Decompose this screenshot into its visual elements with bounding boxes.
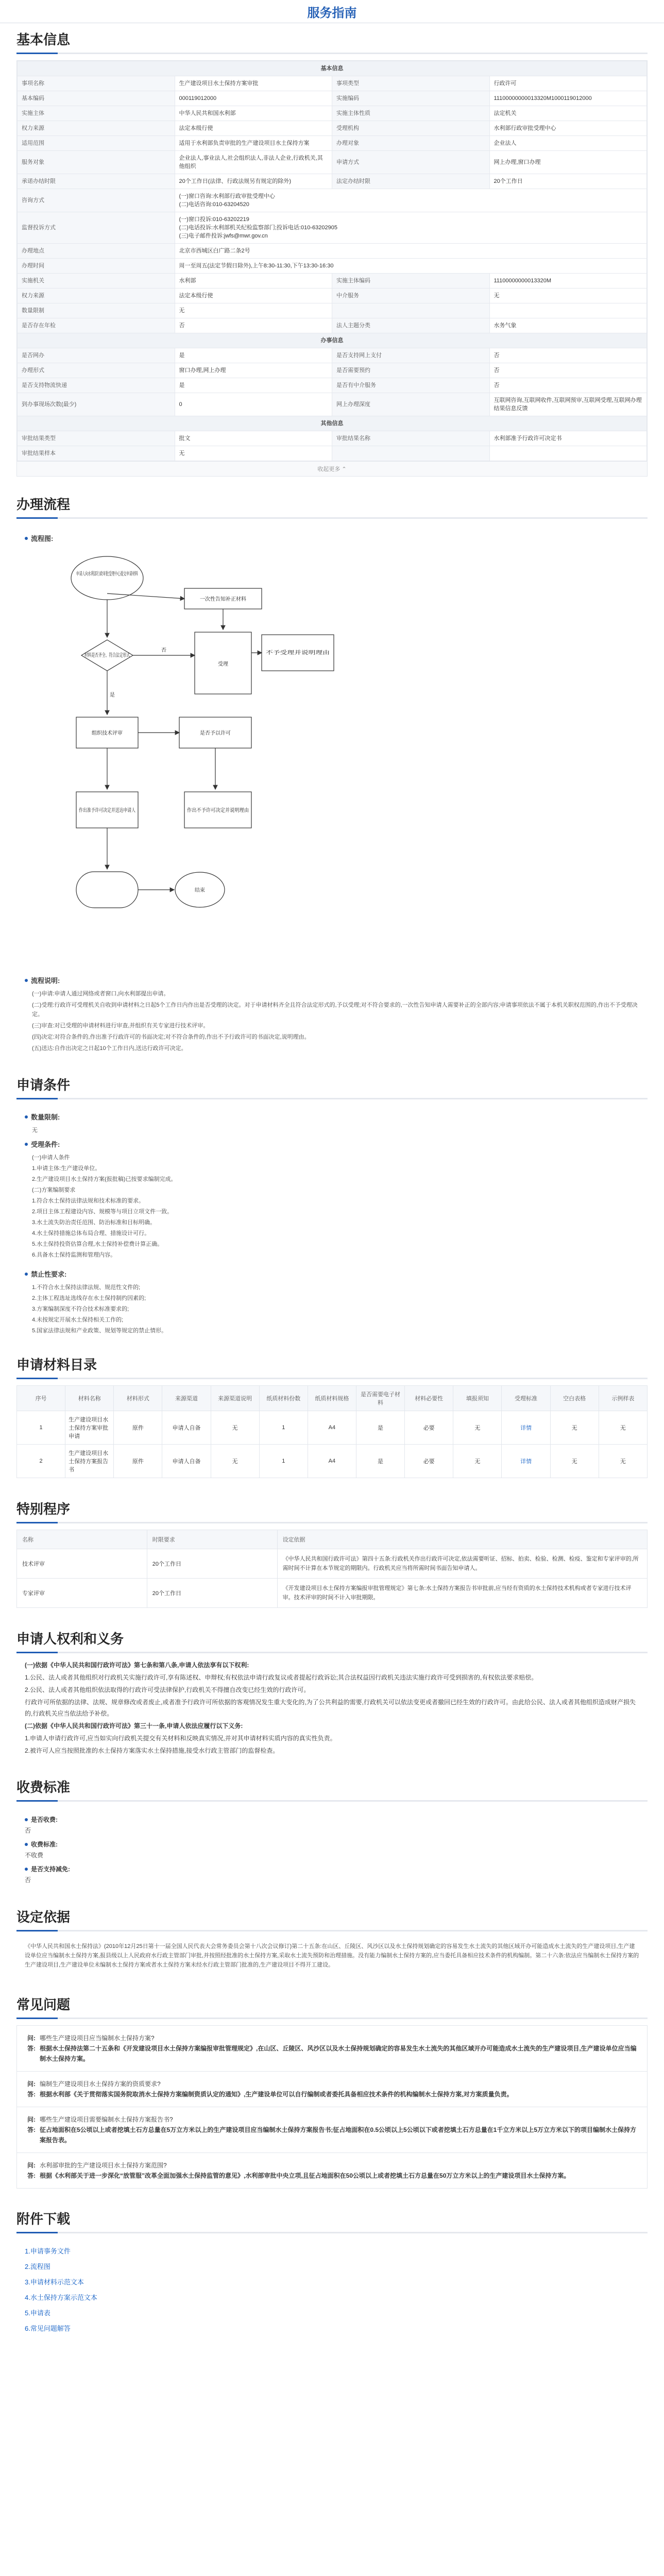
faq-list [16,2025,648,2189]
count-limit: 数量限制: [25,1112,639,1122]
info-key: 受理机构 [332,121,490,136]
info-key: 审批结果类型 [18,431,175,446]
info-key: 数量限制 [18,303,175,318]
info-row [18,303,647,318]
section-divider [16,517,648,519]
rights-paragraph: (二)依据《中华人民共和国行政许可法》第三十一条,申请人依法应履行以下义务: [25,1722,243,1730]
prohibition-item: 1.不符合水土保持法律法规、规范性文件的; [32,1284,141,1291]
table-cell: 技术评审 [17,1549,147,1579]
materials-table [16,1385,648,1478]
info-key: 申请方式 [332,151,490,174]
table-header: 材料必要性 [405,1386,453,1411]
info-value [489,303,647,318]
faq-answer-text: 根据《水利部关于进一步深化“放管服”改革全面加强水土保持监管的意见》,水利部审批中央立项,且征占地面积在50公顷以上或者挖填土石方总量在50万立方米以上的生产建设项目水土保持方案。 [40,2172,570,2179]
info-row [18,393,647,416]
info-value: 互联网咨询,互联网收件,互联网预审,互联网受理,互联网办理结果信息反馈 [489,393,647,416]
info-key: 网上办理深度 [332,393,490,416]
flow-text-check: 材料是否齐全、符合法定形式 [84,653,151,658]
basic-info-panel [16,60,648,477]
flow-text-end: 结束 [195,888,205,893]
download-item [25,2244,639,2259]
detail-link[interactable]: 详情 [502,1411,550,1445]
info-value: 批文 [175,431,332,446]
prohibition-item: 4.未按规定开展水土保持相关工作的; [32,1317,124,1323]
info-value: 无 [489,289,647,303]
info-row [18,289,647,303]
section-title-materials: 申请材料目录 [16,1357,97,1372]
rights-paragraph: 1.申请人申请行政许可,应当如实向行政机关提交有关材料和反映真实情况,并对其申请材料实质内容的真实性负责。 [25,1735,336,1742]
table-cell: A4 [308,1411,356,1445]
flow-note: (三)审查:对已受理的申请材料进行审查,并组织有关专家进行技术评审。 [32,1023,209,1029]
prohibitions: 禁止性要求: [25,1269,639,1279]
section-title-flow: 办理流程 [16,497,71,512]
faq-question [27,2160,637,2171]
info-key: 审批结果名称 [332,431,490,446]
table-row [17,1411,648,1445]
info-key: 实施机关 [18,274,175,289]
info-key: 适用范围 [18,136,175,151]
section-divider [16,1930,648,1931]
section-title-basis: 设定依据 [16,1909,71,1925]
section-divider [16,1522,648,1523]
info-row [18,174,647,189]
table-cell: 必要 [405,1445,453,1478]
info-value: 是 [175,348,332,363]
download-link[interactable]: 5.申请表 [25,2309,50,2317]
info-value: 窗口办理,网上办理 [175,363,332,378]
info-row [18,106,647,121]
flow-note: (五)送达:自作出决定之日起10个工作日内,送达行政许可决定。 [32,1045,187,1052]
table-header: 序号 [17,1386,65,1411]
info-row [18,378,647,393]
table-header: 空白表格 [550,1386,599,1411]
info-key: 事项类型 [332,76,490,91]
page-title: 服务指南 [307,6,357,20]
table-row [17,1549,648,1579]
conditions-section [16,1106,648,1339]
flow-notes [25,989,639,1053]
table-cell: 无 [599,1411,647,1445]
table-cell: 生产建设项目水土保持方案报告书 [65,1445,114,1478]
info-key: 事项名称 [18,76,175,91]
info-key: 办理地点 [18,244,175,259]
info-key: 法人主题分类 [332,318,490,333]
table-header: 材料形式 [114,1386,162,1411]
faq-answer-text: 根据水利部《关于贯彻落实国务院取消水土保持方案编制资质认定的通知》,生产建设单位可以自行编制或者委托具备相应技术条件的机构编制水土保持方案,对方案质量负责。 [40,2091,513,2098]
info-key: 实施主体性质 [332,106,490,121]
info-value: 水利部准予行政许可决定书 [489,431,647,446]
info-value: (一)窗口投诉:010-63202219 (二)电话投诉:水利部机关纪检监察部门;投诉电话:010-63202905 (三)电子邮件投诉:jwfs@mwr.gov.cn [175,212,647,244]
faq-question [27,2033,637,2043]
table-header: 时限要求 [147,1530,277,1549]
flow-label-yes: 是 [110,692,115,698]
faq-question [27,2114,637,2125]
group-title-service: 办事信息 [18,333,647,348]
section-title-faq: 常见问题 [16,1997,71,2012]
table-header: 来源渠道说明 [211,1386,259,1411]
group-title-basic: 基本信息 [18,61,647,76]
flow-text-deny: 作出不予许可决定并说明理由 [187,808,254,814]
info-key: 办理形式 [18,363,175,378]
info-key: 咨询方式 [18,189,175,212]
table-cell: A4 [308,1445,356,1478]
flow-text-reject: 不予受理并说明理由 [266,650,312,656]
info-value: 生产建设项目水土保持方案审批 [175,76,332,91]
flow-note: (二)受理:行政许可受理机关自收到申请材料之日起5个工作日内作出是否受理的决定。对于申请材料齐全且符合法定形式的,予以受理;对不符合要求的,一次性告知申请人需要补正的全部内容;申请事项依法不属于本机关职权范围的,作出不予受理决定。 [32,1002,638,1018]
faq-q-tag: 问: [27,2080,36,2088]
table-cell: 无 [453,1445,502,1478]
table-header: 受理标准 [502,1386,550,1411]
faq-item[interactable] [16,2107,648,2153]
table-cell: 无 [211,1411,259,1445]
info-key [332,446,490,461]
info-key: 是否有中介服务 [332,378,490,393]
table-cell: 原件 [114,1411,162,1445]
download-item [25,2275,639,2290]
table-cell: 1 [259,1445,308,1478]
faq-question-text: 哪些生产建设项目需要编制水土保持方案报告书? [40,2116,173,2123]
info-value: 北京市西城区白广路二条2号 [175,244,647,259]
info-value: 企业法人 [489,136,647,151]
download-link[interactable]: 1.申请事务文件 [25,2247,71,2255]
flow-text-apply: 申请人向水利部行政审批受理中心提交申请材料 [76,571,184,577]
table-cell: 无 [453,1411,502,1445]
info-key: 监督投诉方式 [18,212,175,244]
download-link[interactable]: 2.流程图 [25,2263,50,2270]
info-row [18,431,647,446]
info-value: 法定机关 [489,106,647,121]
flow-node-apply [71,556,184,600]
info-key: 实施主体编码 [332,274,490,289]
rights-paragraph: 1.公民、法人或者其他组织对行政机关实施行政许可,享有陈述权、申辩权;有权依法申请行政复议或者提起行政诉讼;其合法权益因行政机关违法实施行政许可受到损害的,有权依法要求赔偿。 [25,1674,538,1681]
bullet-icon [25,1868,28,1871]
reduce-value: 否 [25,1876,31,1884]
acceptance-item: 1.符合水土保持法律法规和技术标准的要求。 [32,1198,145,1204]
section-title-basic: 基本信息 [16,32,71,47]
info-key: 权力来源 [18,289,175,303]
prohibition-item: 2.主体工程选址选线存在水土保持制约因素的; [32,1295,146,1301]
acceptance-item: 2.生产建设项目水土保持方案(报批稿)已按要求编制完成。 [32,1176,177,1182]
info-row [18,446,647,461]
info-row [18,318,647,333]
table-cell: 1 [17,1411,65,1445]
info-row [18,136,647,151]
flow-text-decision: 是否予以许可 [200,731,231,736]
bullet-icon [25,1143,28,1146]
download-link[interactable]: 6.常见问题解答 [25,2325,71,2332]
section-divider [16,2018,648,2019]
info-row [18,121,647,136]
rights-paragraph: 行政许可所依据的法律、法规、规章修改或者废止,或者准予行政许可所依据的客观情况发生重大变化的,为了公共利益的需要,行政机关可以依法变更或者撤回已经生效的行政许可。由此给公民、法人或者其他组织造成财产损失的,行政机关应当依法给予补偿。 [25,1699,636,1717]
flow-note-label: 流程说明: [25,975,639,985]
info-row [18,212,647,244]
basis-text: 《中华人民共和国水土保持法》(2010年12月25日第十一届全国人民代表大会常务委员会第十八次会议修订)第二十五条:在山区、丘陵区、风沙区以及水土保持规划确定的容易发生水土流失的其他区域开办可能造成水土流失的生产建设项目,生产建设单位应当编制水土保持方案,报县级以上人民政府水行政主管部门审批,并按照经批准的水土保持方案,采取水土流失预防和治理措施。没有能力编制水土保持方案的,应当委托具备相应技术条件的机构编制。第二十六条:依法应当编制水土保持方案的生产建设项目,生产建设单位未编制水土保持方案或者水土保持方案未经水行政主管部门批准的,生产建设项目不得开工建设。 [25,1943,639,1968]
flow-text-approve: 作出准予许可决定并送达申请人 [79,808,151,814]
info-value: 企业法人,事业法人,社会组织法人,非法人企业,行政机关,其他组织 [175,151,332,174]
table-cell: 1 [259,1411,308,1445]
count-limit-value: 无 [32,1127,38,1133]
info-value: 11100000000013320M1000119012000 [489,91,647,106]
info-value: 水利部行政审批受理中心 [489,121,647,136]
table-cell: 无 [550,1411,599,1445]
info-key: 实施主体 [18,106,175,121]
info-value: 水务气象 [489,318,647,333]
info-key: 是否存在年检 [18,318,175,333]
faq-question [27,2079,637,2089]
reduce-label: 是否支持减免: [25,1865,639,1873]
section-divider [16,53,648,54]
info-value: 法定本级行使 [175,121,332,136]
faq-item[interactable] [16,2071,648,2107]
flow-node-end-box [76,872,138,908]
table-cell: 《中华人民共和国行政许可法》第四十五条:行政机关作出行政许可决定,依法需要听证、招标、拍卖、检验、检测、检疫、鉴定和专家评审的,所需时间不计算在本节规定的期限内。行政机关应当将所需时间书面告知申请人。 [277,1549,647,1579]
table-header: 材料名称 [65,1386,114,1411]
bullet-icon [25,1818,28,1821]
flow-label-no: 否 [161,648,166,653]
fee-standard-value: 不收费 [25,1852,44,1859]
special-procedure-table [16,1530,648,1608]
faq-answer [27,2043,637,2064]
faq-answer [27,2125,637,2145]
table-header-row [17,1386,648,1411]
info-row [18,91,647,106]
faq-item[interactable] [16,2153,648,2189]
info-key: 法定办结时限 [332,174,490,189]
info-value: 无 [175,446,332,461]
table-cell: 原件 [114,1445,162,1478]
faq-q-tag: 问: [27,2116,36,2123]
bullet-icon [25,1273,28,1276]
table-header: 来源渠道 [162,1386,211,1411]
table-row [17,1445,648,1478]
prohibition-list [25,1283,639,1335]
download-item [25,2259,639,2275]
rights-paragraph: 2.公民、法人或者其他组织依法取得的行政许可受法律保护,行政机关不得擅自改变已经生效的行政许可。 [25,1686,310,1693]
table-cell: 20个工作日 [147,1549,277,1579]
acceptance-item: 3.水土流失防治责任范围、防治标准和目标明确。 [32,1219,156,1226]
table-cell: 是 [356,1411,404,1445]
info-value: 中华人民共和国水利部 [175,106,332,121]
table-cell: 申请人自备 [162,1445,211,1478]
faq-question-text: 编制生产建设项目水土保持方案的资质要求? [40,2080,161,2088]
faq-answer-text: 征占地面积在5公顷以上或者挖填土石方总量在5万立方米以上的生产建设项目应当编制水土保持方案报告书;征占地面积在0.5公顷以上5公顷以下或者挖填土石方总量在1千立方米以上5万立方米以下的项目编制水土保持方案报告表。 [40,2126,637,2144]
fee-standard-label: 收费标准: [25,1840,639,1849]
table-header: 填报须知 [453,1386,502,1411]
info-key: 审批结果样本 [18,446,175,461]
section-title-rights: 申请人权利和义务 [16,1631,124,1647]
table-cell: 必要 [405,1411,453,1445]
info-value [489,446,647,461]
info-key: 办理对象 [332,136,490,151]
flow-label: 流程图: [25,533,639,543]
table-cell: 申请人自备 [162,1411,211,1445]
table-header: 纸质材料份数 [259,1386,308,1411]
page-header [0,0,664,23]
table-header: 设定依据 [277,1530,647,1549]
faq-a-tag: 答: [27,2172,36,2179]
info-value: 0 [175,393,332,416]
info-key: 中介服务 [332,289,490,303]
flowchart [45,547,365,970]
flow-note: (一)申请:申请人通过网络或者窗口,向水利部提出申请。 [32,991,169,997]
info-row [18,76,647,91]
table-cell: 《开发建设项目水土保持方案编报审批管理规定》第七条:水土保持方案报告书审批前,应当经有资质的水土保持技术机构或者专家进行技术评审。技术评审的时间不计入审批期限。 [277,1579,647,1608]
faq-q-tag: 问: [27,2162,36,2169]
section-divider [16,1652,648,1653]
table-cell: 2 [17,1445,65,1478]
download-item [25,2306,639,2321]
bullet-icon [25,537,28,540]
info-row [18,274,647,289]
info-value: 适用于水利部负责审批的生产建设项目水土保持方案 [175,136,332,151]
flow-note: (四)决定:对符合条件的,作出准予行政许可的书面决定;对不符合条件的,作出不予行政许可的书面决定,说明理由。 [32,1034,310,1040]
info-key: 实施编码 [332,91,490,106]
table-cell: 无 [599,1445,647,1478]
info-value: 否 [175,318,332,333]
section-title-conditions: 申请条件 [16,1077,71,1093]
table-row [17,1579,648,1608]
faq-a-tag: 答: [27,2091,36,2098]
faq-item[interactable] [16,2025,648,2072]
info-key: 权力来源 [18,121,175,136]
faq-question-text: 哪些生产建设项目应当编制水土保持方案? [40,2035,155,2042]
info-value: 是 [175,378,332,393]
download-item [25,2321,639,2336]
flow-text-review: 组织技术评审 [92,731,123,736]
info-key: 服务对象 [18,151,175,174]
acceptance-item: 2.项目主体工程建设内容、规模等与项目立项文件一致。 [32,1209,173,1215]
section-divider [16,1378,648,1379]
info-row [18,189,647,212]
section-title-fee: 收费标准 [16,1780,71,1795]
flow-text-accept: 受理 [218,662,228,667]
download-link[interactable]: 4.水土保持方案示范文本 [25,2294,97,2301]
is-fee-value: 否 [25,1827,31,1834]
table-header: 示例样表 [599,1386,647,1411]
rights-section [16,1659,648,1756]
download-list [16,2240,648,2341]
table-header: 纸质材料规格 [308,1386,356,1411]
fee-section [16,1808,648,1886]
info-row [18,151,647,174]
rights-paragraph: (一)依据《中华人民共和国行政许可法》第七条和第八条,申请人依法享有以下权利: [25,1662,249,1669]
acceptance-item: 4.水土保持措施总体布局合理、措施设计可行。 [32,1230,150,1236]
info-key [332,303,490,318]
flow-text-supplement: 一次性告知补正材料 [200,597,246,602]
faq-a-tag: 答: [27,2045,36,2052]
acceptance-item: (一)申请人条件 [32,1155,70,1161]
table-header-row [17,1530,648,1549]
info-value: 法定本级行使 [175,289,332,303]
bullet-icon [25,1843,28,1846]
section-title-special: 特别程序 [16,1501,71,1517]
faq-answer [27,2089,637,2099]
info-row [18,244,647,259]
section-divider [16,2232,648,2233]
info-row [18,363,647,378]
info-value: (一)窗口咨询:水利部行政审批受理中心 (二)电话咨询:010-63204520 [175,189,647,212]
acceptance-item: 5.水土保持投资估算合理,水土保持补偿费计算正确。 [32,1241,163,1247]
info-key: 是否支持物流快递 [18,378,175,393]
info-value: 无 [175,303,332,318]
faq-q-tag: 问: [27,2035,36,2042]
rights-paragraph: 2.被许可人应当按照批准的水土保持方案落实水土保持措施,接受水行政主管部门的监督检查。 [25,1747,279,1754]
faq-question-text: 水利部审批的生产建设项目水土保持方案范围? [40,2162,167,2169]
is-fee-label: 是否收费: [25,1815,639,1824]
acceptance-item: 6.具备水土保持监测和管理内容。 [32,1252,116,1258]
table-cell: 无 [550,1445,599,1478]
section-title-downloads: 附件下载 [16,2211,71,2227]
acceptance-item: (二)方案编制要求 [32,1187,76,1193]
info-key: 基本编码 [18,91,175,106]
info-key: 到办事现场次数(最少) [18,393,175,416]
info-value: 20个工作日(法律、行政法规另有规定的除外) [175,174,332,189]
info-key: 办理时间 [18,259,175,274]
prohibition-item: 5.国家法律法规和产业政策、规划等规定的禁止情形。 [32,1328,167,1334]
table-header: 是否需要电子材料 [356,1386,404,1411]
acceptance-item: 1.申请主体:生产建设单位。 [32,1165,101,1172]
info-value: 行政许可 [489,76,647,91]
info-key: 是否支持网上支付 [332,348,490,363]
info-row [18,259,647,274]
table-cell: 20个工作日 [147,1579,277,1608]
bullet-icon [25,979,28,982]
section-divider [16,1098,648,1099]
acceptance-conditions: 受理条件: [25,1139,639,1149]
prohibition-item: 3.方案编制深度不符合技术标准要求的; [32,1306,129,1312]
table-cell: 无 [211,1445,259,1478]
acceptance-list [25,1153,639,1260]
faq-answer [27,2171,637,2181]
faq-answer-text: 根据水土保持法第二十五条和《开发建设项目水土保持方案编报审批管理规定》,在山区、丘陵区、风沙区以及水土保持规划确定的容易发生水土流失的其他区域开办可能造成水土流失的生产建设项目,生产建设单位应当编制水土保持方案。 [40,2045,637,2062]
info-value: 水利部 [175,274,332,289]
info-row [18,348,647,363]
detail-link[interactable]: 详情 [502,1445,550,1478]
download-link[interactable]: 3.申请材料示范文本 [25,2278,84,2286]
info-key: 承诺办结时限 [18,174,175,189]
info-key: 是否网办 [18,348,175,363]
info-key: 是否需要预约 [332,363,490,378]
info-value: 否 [489,378,647,393]
table-header: 名称 [17,1530,147,1549]
download-item [25,2290,639,2306]
main-content [8,29,656,2341]
info-value: 11100000000013320M [489,274,647,289]
info-value: 20个工作日 [489,174,647,189]
basic-info-table [17,61,647,461]
info-value: 000119012000 [175,91,332,106]
table-cell: 是 [356,1445,404,1478]
info-value: 否 [489,363,647,378]
table-cell: 专家评审 [17,1579,147,1608]
bullet-icon [25,1115,28,1118]
flow-section [16,525,648,1059]
group-title-other: 其他信息 [18,416,647,431]
collapse-toggle[interactable]: 收起更多 ⌃ [17,461,647,476]
section-divider [16,1800,648,1802]
info-value: 周一至周五(法定节假日除外),上午8:30-11:30,下午13:30-16:30 [175,259,647,274]
table-cell: 生产建设项目水土保持方案审批申请 [65,1411,114,1445]
faq-a-tag: 答: [27,2126,36,2133]
info-value: 网上办理,窗口办理 [489,151,647,174]
info-value: 否 [489,348,647,363]
